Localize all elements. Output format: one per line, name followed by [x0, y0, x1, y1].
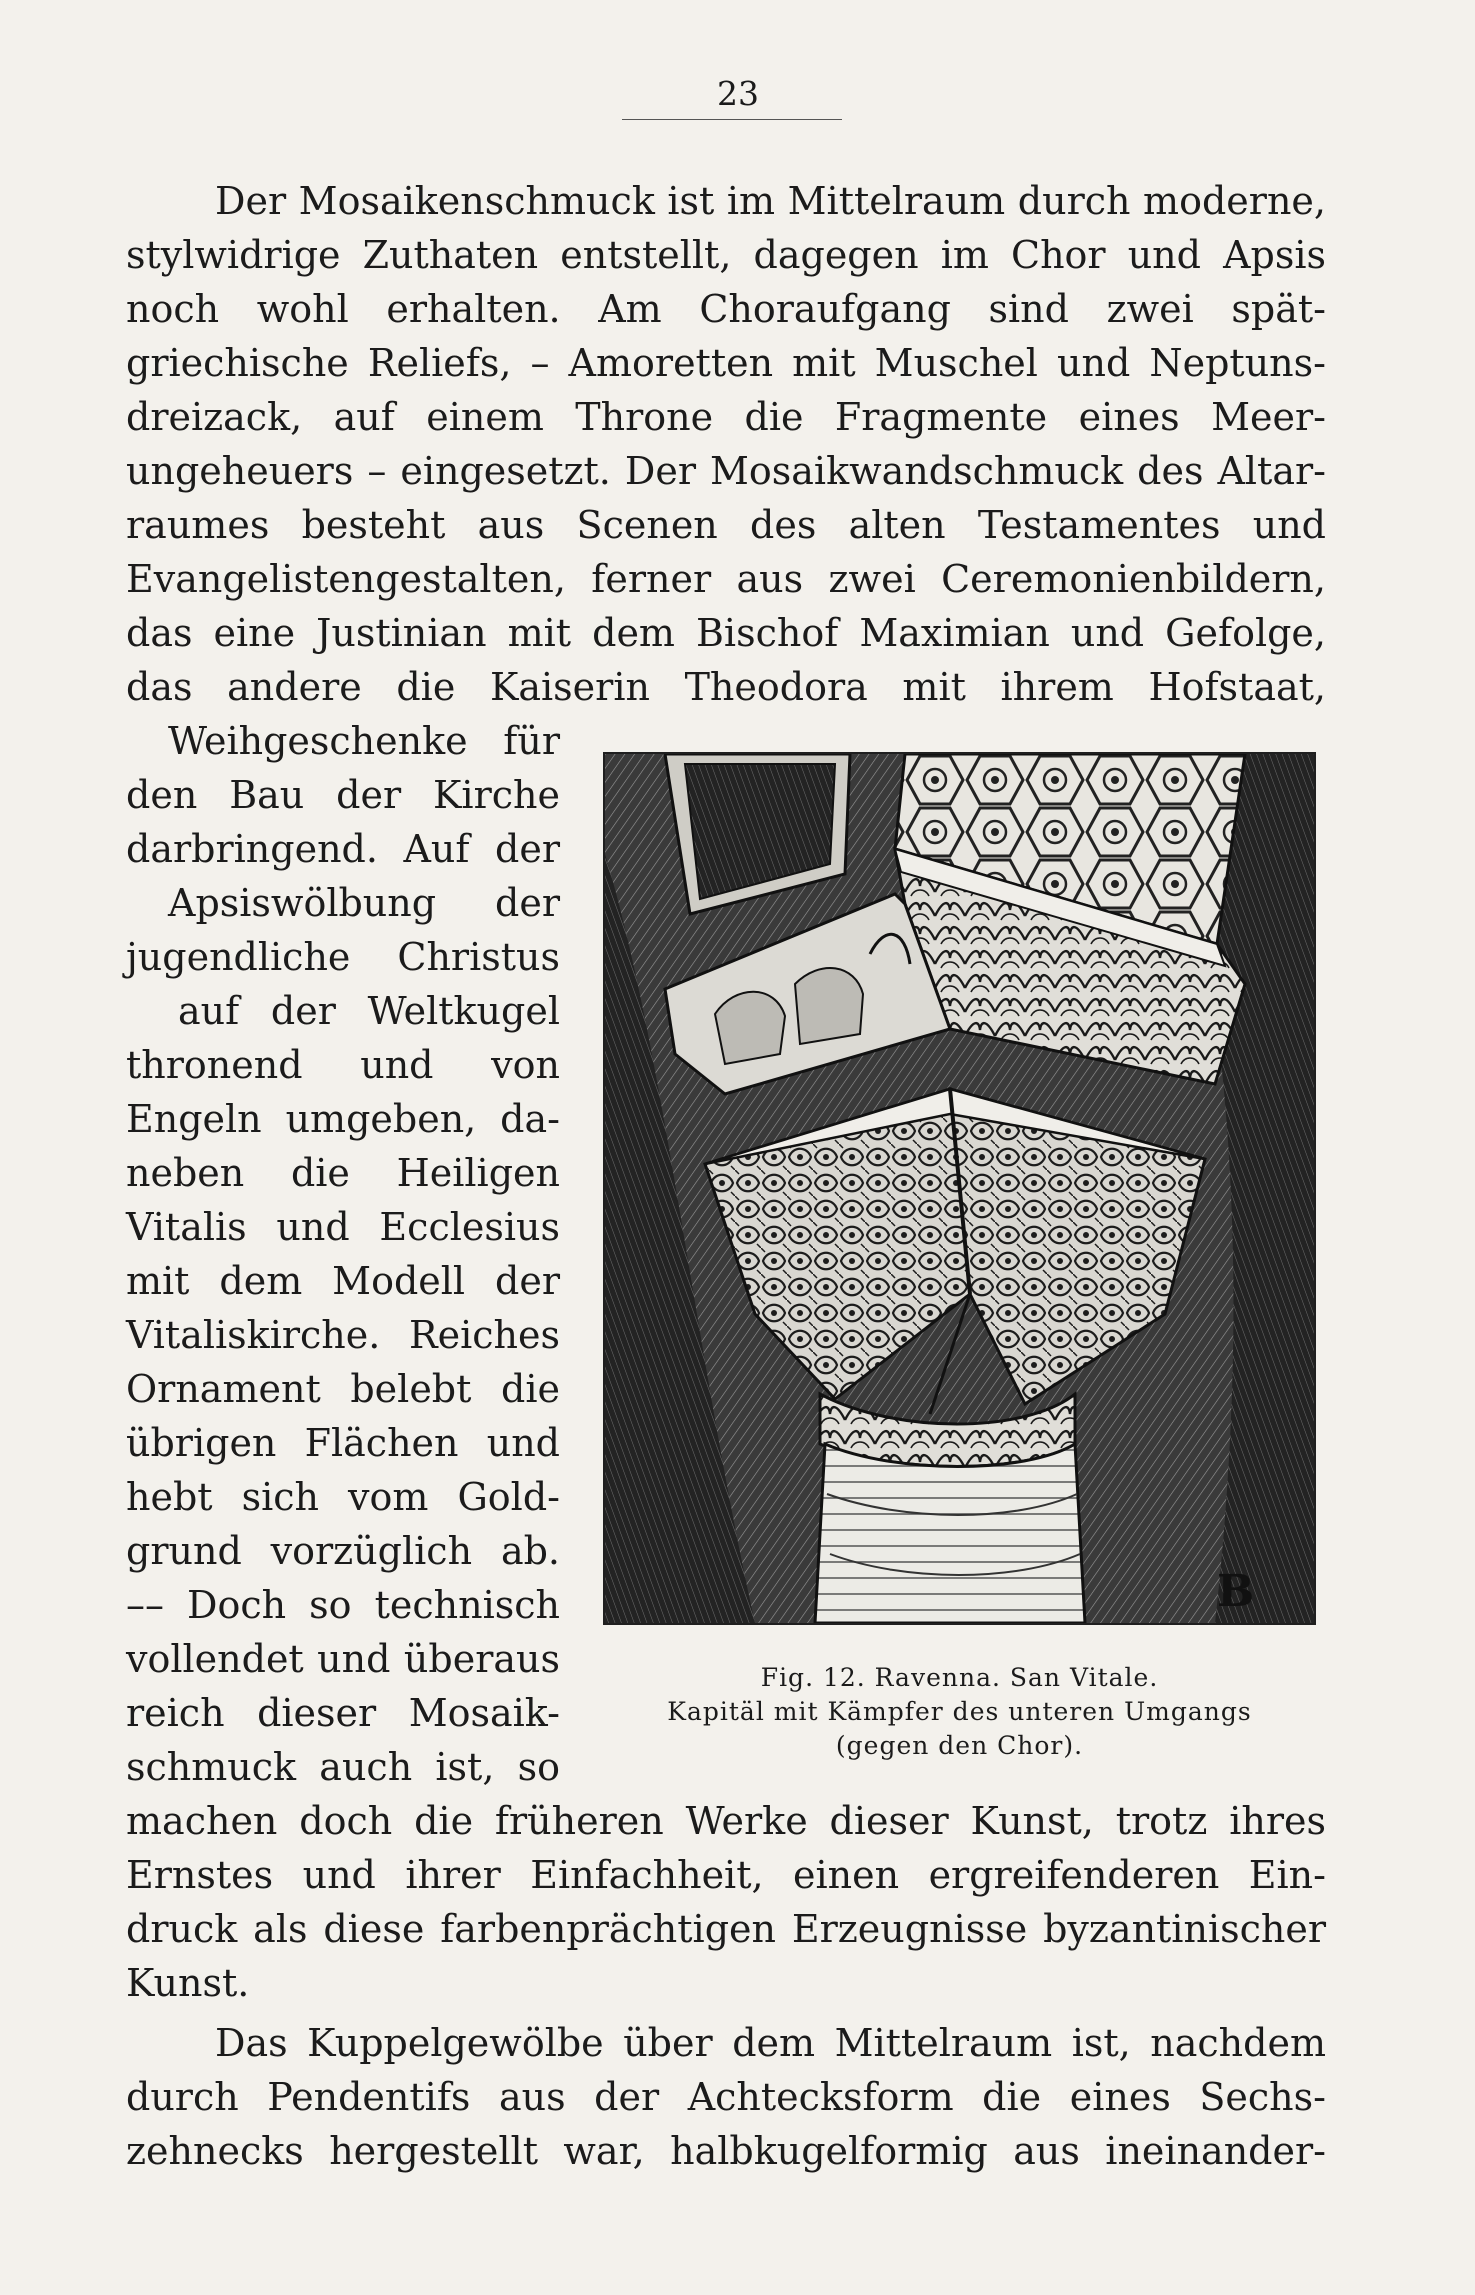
text-line: Vitaliskirche. Reiches: [126, 1313, 560, 1357]
text-line: zehnecks hergestellt war, halbkugelformig aus ineinander-: [126, 2129, 1326, 2173]
text-line: grund vorzüglich ab.: [126, 1529, 560, 1573]
text-line: stylwidrige Zuthaten entstellt, dagegen im Chor und Apsis: [126, 233, 1326, 277]
text-line: Ornament belebt die: [126, 1367, 560, 1411]
text-line: ungeheuers – eingesetzt. Der Mosaikwandschmuck des Altar-: [126, 449, 1326, 493]
figure-caption-description: Kapitäl mit Kämpfer des unteren Umgangs: [667, 1697, 1252, 1726]
text-line: mit dem Modell der: [126, 1259, 560, 1303]
text-line: schmuck auch ist, so: [126, 1745, 560, 1789]
text-line: Das Kuppelgewölbe über dem Mittelraum ist, nachdem: [215, 2021, 1326, 2065]
text-line: jugendliche Christus: [126, 935, 560, 979]
text-line: raumes besteht aus Scenen des alten Testamentes und: [126, 503, 1326, 547]
text-line: neben die Heiligen: [126, 1151, 560, 1195]
text-line: darbringend. Auf der: [126, 827, 560, 871]
text-line: Kunst.: [126, 1961, 250, 2005]
text-line: dreizack, auf einem Throne die Fragmente eines Meer-: [126, 395, 1326, 439]
text-line: Weihgeschenke für: [168, 719, 560, 763]
text-line: reich dieser Mosaik-: [126, 1691, 560, 1735]
figure-caption-title: Fig. 12. Ravenna. San Vitale.: [760, 1663, 1159, 1692]
text-line: das andere die Kaiserin Theodora mit ihrem Hofstaat,: [126, 665, 1326, 709]
text-line: durch Pendentifs aus der Achtecksform die eines Sechs-: [126, 2075, 1326, 2119]
capital-illustration: [603, 752, 1316, 1625]
page-number: 23: [717, 74, 759, 113]
text-line: machen doch die früheren Werke dieser Kunst, trotz ihres: [126, 1799, 1326, 1843]
text-line: thronend und von: [126, 1043, 560, 1087]
text-line: den Bau der Kirche: [126, 773, 560, 817]
text-line: Vitalis und Ecclesius: [126, 1205, 560, 1249]
text-line: vollendet und überaus: [126, 1637, 560, 1681]
text-line: hebt sich vom Gold-: [126, 1475, 560, 1519]
text-line: das eine Justinian mit dem Bischof Maximian und Gefolge,: [126, 611, 1326, 655]
figure-caption-note: (gegen den Chor).: [835, 1731, 1084, 1760]
text-line: noch wohl erhalten. Am Choraufgang sind zwei spät-: [126, 287, 1326, 331]
text-line: Der Mosaikenschmuck ist im Mittelraum durch moderne,: [215, 179, 1326, 223]
page-number-rule: [622, 119, 842, 120]
text-line: Ernstes und ihrer Einfachheit, einen ergreifenderen Ein-: [126, 1853, 1326, 1897]
text-line: druck als diese farbenprächtigen Erzeugnisse byzantinischer: [126, 1907, 1326, 1951]
text-line: griechische Reliefs, – Amoretten mit Muschel und Neptuns-: [126, 341, 1326, 385]
text-line: –– Doch so technisch: [126, 1583, 560, 1627]
text-line: Apsiswölbung der: [168, 881, 560, 925]
text-line: Engeln umgeben, da-: [126, 1097, 560, 1141]
text-line: Evangelistengestalten, ferner aus zwei Ceremonienbildern,: [126, 557, 1326, 601]
text-line: übrigen Flächen und: [126, 1421, 560, 1465]
artist-monogram: B: [1217, 1566, 1255, 1617]
text-line: auf der Weltkugel: [178, 989, 560, 1033]
